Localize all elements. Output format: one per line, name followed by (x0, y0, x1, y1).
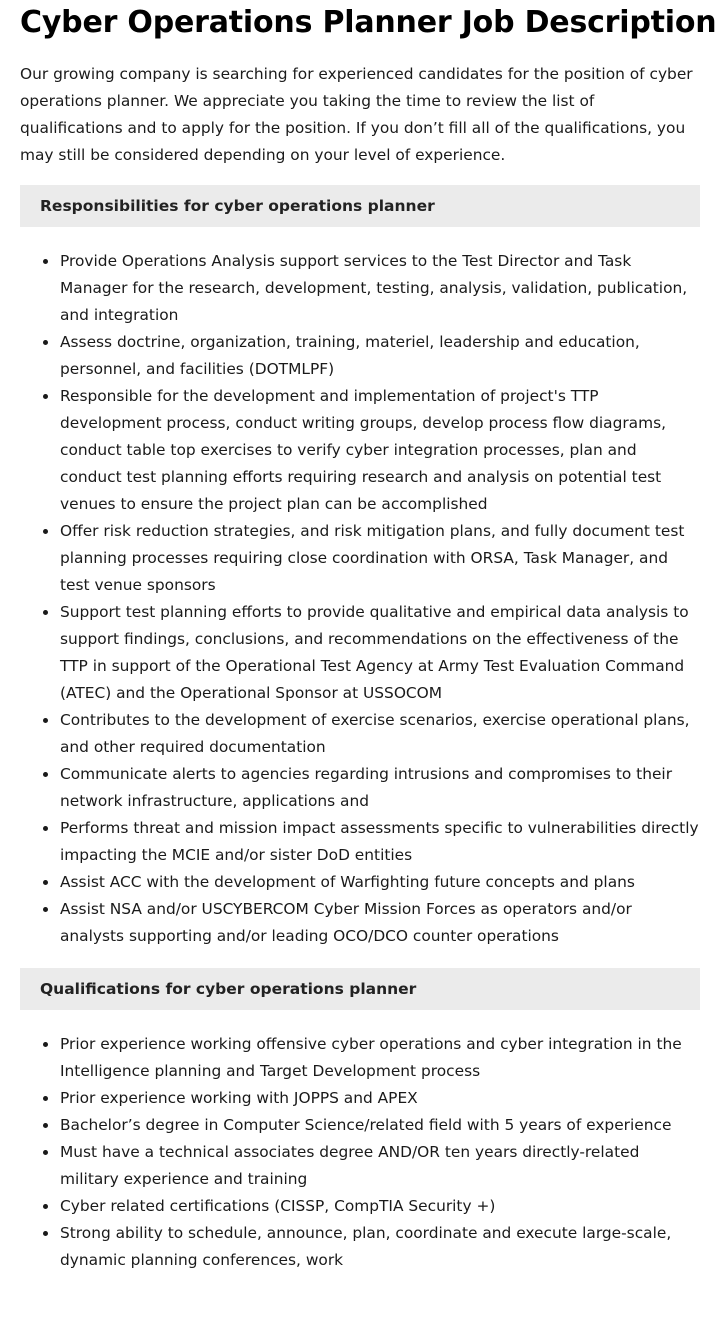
list-item: Provide Operations Analysis support services to the Test Director and Task Manager for the research, development, testing, analysis, validation, publication, and integration (60, 248, 700, 329)
list-item: Cyber related certifications (CISSP, CompTIA Security +) (60, 1193, 700, 1220)
list-item: Offer risk reduction strategies, and risk mitigation plans, and fully document test planning processes requiring close coordination with ORSA, Task Manager, and test venue sponsors (60, 518, 700, 599)
list-item: Strong ability to schedule, announce, plan, coordinate and execute large-scale, dynamic planning conferences, work (60, 1220, 700, 1274)
qualifications-list (20, 1031, 700, 1274)
list-item: Contributes to the development of exercise scenarios, exercise operational plans, and other required documentation (60, 707, 700, 761)
list-item: Support test planning efforts to provide qualitative and empirical data analysis to support findings, conclusions, and recommendations on the effectiveness of the TTP in support of the Operational Test Agency at Army Test Evaluation Command (ATEC) and the Operational Sponsor at USSOCOM (60, 599, 700, 707)
list-item: Assist ACC with the development of Warfighting future concepts and plans (60, 869, 700, 896)
list-item: Communicate alerts to agencies regarding intrusions and compromises to their network infrastructure, applications and (60, 761, 700, 815)
list-item: Prior experience working offensive cyber operations and cyber integration in the Intelligence planning and Target Development process (60, 1031, 700, 1085)
list-item: Responsible for the development and implementation of project's TTP development process, conduct writing groups, develop process flow diagrams, conduct table top exercises to verify cyber integration processes, plan and conduct test planning efforts requiring research and analysis on potential test venues to ensure the project plan can be accomplished (60, 383, 700, 518)
page-title: Cyber Operations Planner Job Description (20, 5, 717, 40)
list-item: Prior experience working with JOPPS and APEX (60, 1085, 700, 1112)
responsibilities-heading: Responsibilities for cyber operations planner (20, 185, 700, 227)
intro-paragraph: Our growing company is searching for experienced candidates for the position of cyber operations planner. We appreciate you taking the time to review the list of qualifications and to apply for the position. If you don’t fill all of the qualifications, you may still be considered depending on your level of experience. (20, 65, 693, 164)
list-item: Assess doctrine, organization, training, materiel, leadership and education, personnel, and facilities (DOTMLPF) (60, 329, 700, 383)
list-item: Assist NSA and/or USCYBERCOM Cyber Mission Forces as operators and/or analysts supporting and/or leading OCO/DCO counter operations (60, 896, 700, 950)
list-item: Must have a technical associates degree AND/OR ten years directly-related military experience and training (60, 1139, 700, 1193)
responsibilities-list (20, 248, 700, 950)
qualifications-heading: Qualifications for cyber operations planner (20, 968, 700, 1010)
list-item: Bachelor’s degree in Computer Science/related field with 5 years of experience (60, 1112, 700, 1139)
list-item: Performs threat and mission impact assessments specific to vulnerabilities directly impacting the MCIE and/or sister DoD entities (60, 815, 700, 869)
